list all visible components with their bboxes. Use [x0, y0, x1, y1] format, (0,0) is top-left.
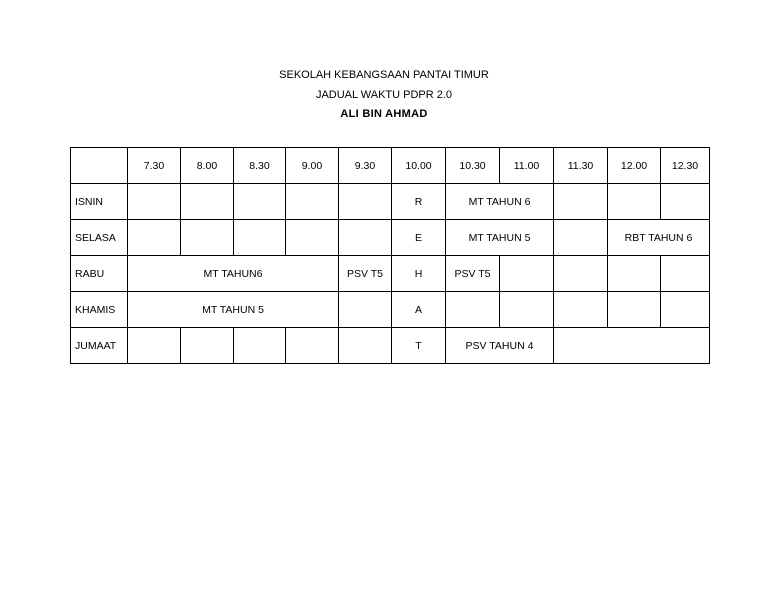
empty-cell: [608, 256, 661, 292]
empty-cell: [554, 220, 608, 256]
empty-cell: [234, 220, 286, 256]
time-header-cell: 12.30: [661, 148, 710, 184]
time-header-cell: 8.00: [181, 148, 234, 184]
time-header-cell: 11.30: [554, 148, 608, 184]
class-cell: PSV T5: [339, 256, 392, 292]
day-row: [71, 292, 710, 328]
document-title: JADUAL WAKTU PDPR 2.0: [315, 89, 453, 101]
time-header-row: [71, 148, 710, 184]
empty-cell: [234, 328, 286, 364]
empty-cell: [128, 328, 181, 364]
class-cell: RBT TAHUN 6: [608, 220, 710, 256]
class-cell: PSV T5: [446, 256, 500, 292]
empty-cell: [128, 184, 181, 220]
time-header-cell: 8.30: [234, 148, 286, 184]
empty-cell: [286, 220, 339, 256]
day-label: KHAMIS: [71, 292, 128, 328]
class-cell: MT TAHUN6: [128, 256, 339, 292]
empty-cell: [286, 328, 339, 364]
class-cell: PSV TAHUN 4: [446, 328, 554, 364]
day-row: [71, 184, 710, 220]
class-cell: E: [392, 220, 446, 256]
empty-cell: [554, 184, 608, 220]
timetable: [70, 147, 710, 364]
empty-cell: [234, 184, 286, 220]
empty-cell: [661, 256, 710, 292]
empty-cell: [128, 220, 181, 256]
empty-cell: [181, 220, 234, 256]
empty-cell: [554, 328, 710, 364]
time-header-cell: 9.00: [286, 148, 339, 184]
teacher-name: ALI BIN AHMAD: [340, 108, 428, 120]
empty-cell: [554, 292, 608, 328]
empty-cell: [339, 292, 392, 328]
class-cell: MT TAHUN 5: [446, 220, 554, 256]
time-header-cell: 10.00: [392, 148, 446, 184]
empty-cell: [661, 292, 710, 328]
day-label: SELASA: [71, 220, 128, 256]
time-header-cell: 9.30: [339, 148, 392, 184]
empty-cell: [500, 256, 554, 292]
time-header-cell: 10.30: [446, 148, 500, 184]
empty-cell: [608, 184, 661, 220]
empty-cell: [181, 328, 234, 364]
time-header-cell: 7.30: [128, 148, 181, 184]
class-cell: T: [392, 328, 446, 364]
class-cell: MT TAHUN 6: [446, 184, 554, 220]
time-header-cell: 12.00: [608, 148, 661, 184]
empty-cell: [608, 292, 661, 328]
empty-cell: [286, 184, 339, 220]
corner-cell: [71, 148, 128, 184]
class-cell: R: [392, 184, 446, 220]
day-label: RABU: [71, 256, 128, 292]
timetable-body: [71, 148, 710, 364]
empty-cell: [500, 292, 554, 328]
empty-cell: [554, 256, 608, 292]
day-row: [71, 256, 710, 292]
empty-cell: [181, 184, 234, 220]
day-row: [71, 220, 710, 256]
empty-cell: [446, 292, 500, 328]
empty-cell: [339, 184, 392, 220]
day-label: ISNIN: [71, 184, 128, 220]
class-cell: A: [392, 292, 446, 328]
day-label: JUMAAT: [71, 328, 128, 364]
empty-cell: [339, 220, 392, 256]
day-row: [71, 328, 710, 364]
time-header-cell: 11.00: [500, 148, 554, 184]
class-cell: H: [392, 256, 446, 292]
empty-cell: [661, 184, 710, 220]
school-name: SEKOLAH KEBANGSAAN PANTAI TIMUR: [279, 69, 489, 81]
class-cell: MT TAHUN 5: [128, 292, 339, 328]
empty-cell: [339, 328, 392, 364]
